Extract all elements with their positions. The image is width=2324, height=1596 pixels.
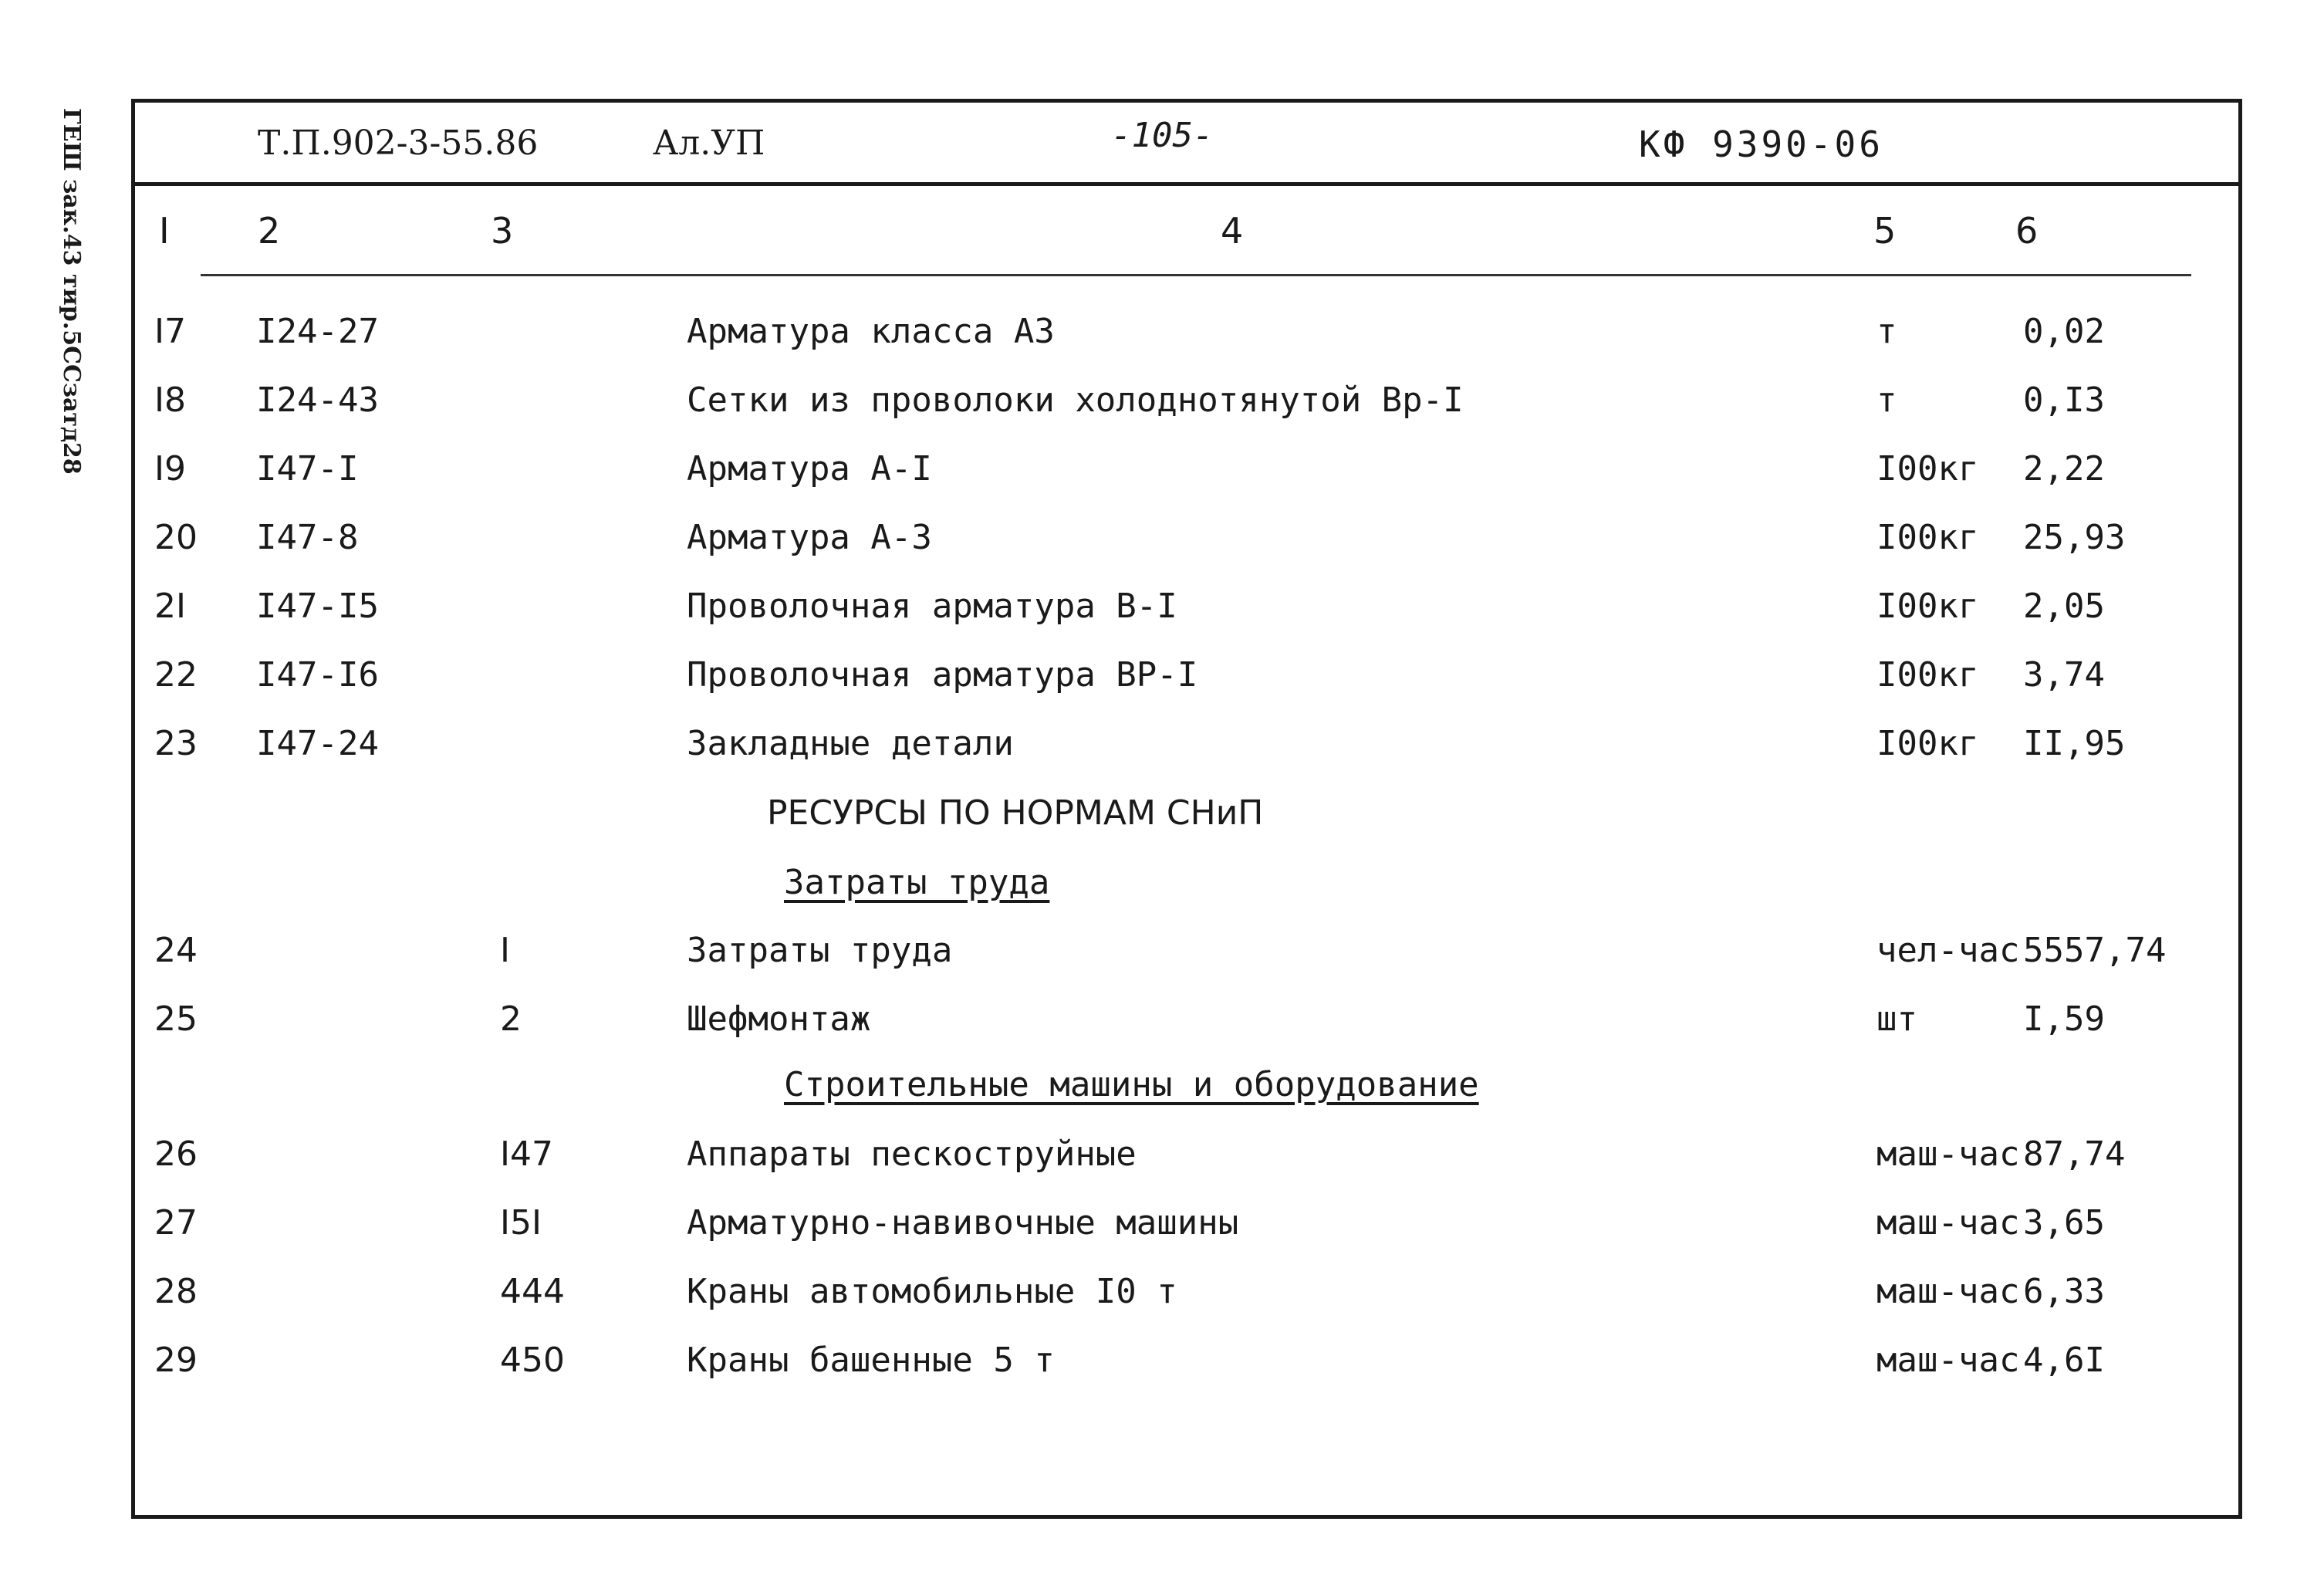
row-code: I47-I6 (256, 655, 379, 695)
row-code: I47-I5 (256, 587, 379, 626)
row-number: 22 (154, 655, 198, 695)
album-label: Ал.УП (653, 123, 765, 163)
side-stamp (54, 108, 93, 509)
row-quantity: 3,65 (2023, 1203, 2105, 1243)
row-resource-code: 2 (500, 999, 522, 1039)
doc-ref: Т.П.902-3-55.86 (258, 123, 539, 163)
row-name: Арматура А-3 (687, 518, 932, 557)
col-header-5: 5 (1873, 210, 1897, 252)
row-code: I47-I (256, 449, 359, 489)
row-unit: шт (1876, 999, 1917, 1039)
row-name: Краны автомобильные I0 т (687, 1272, 1177, 1311)
row-unit: I00кг (1876, 724, 1979, 763)
row-name: Арматура класса А3 (687, 312, 1055, 351)
subsection-machines: Строительные машины и оборудование (784, 1065, 1479, 1104)
header-divider (131, 182, 2242, 186)
col-header-3: 3 (491, 210, 514, 252)
row-name: Проволочная арматура В-I (687, 587, 1177, 626)
row-unit: маш-час (1876, 1134, 2020, 1174)
row-unit: чел-час (1876, 931, 2020, 970)
column-header-rule (201, 274, 2191, 276)
row-name: Арматура А-I (687, 449, 932, 489)
row-quantity: I,59 (2023, 999, 2105, 1039)
row-quantity: 3,74 (2023, 655, 2105, 695)
row-number: 26 (154, 1134, 198, 1174)
row-name: Сетки из проволоки холоднотянутой Вр-I (687, 380, 1464, 420)
row-name: Шефмонтаж (687, 999, 871, 1039)
row-number: 29 (154, 1341, 198, 1380)
row-name: Проволочная арматура ВР-I (687, 655, 1198, 695)
row-resource-code: I5I (500, 1203, 542, 1243)
row-unit: маш-час (1876, 1341, 2020, 1380)
row-number: 24 (154, 931, 198, 970)
row-quantity: 6,33 (2023, 1272, 2105, 1311)
row-quantity: 0,02 (2023, 312, 2105, 351)
row-quantity: 2,05 (2023, 587, 2105, 626)
row-unit: I00кг (1876, 449, 1979, 489)
row-quantity: 25,93 (2023, 518, 2126, 557)
row-number: 28 (154, 1272, 198, 1311)
row-number: I8 (154, 380, 186, 420)
row-code: I24-27 (256, 312, 379, 351)
row-unit: т (1876, 312, 1897, 351)
row-resource-code: I47 (500, 1134, 553, 1174)
row-code: I24-43 (256, 380, 379, 420)
row-quantity: 4,6I (2023, 1341, 2105, 1380)
row-quantity: 87,74 (2023, 1134, 2126, 1174)
row-unit: маш-час (1876, 1203, 2020, 1243)
row-number: 20 (154, 518, 198, 557)
row-number: 27 (154, 1203, 198, 1243)
row-name: Закладные детали (687, 724, 1014, 763)
row-unit: т (1876, 380, 1897, 420)
row-number: 25 (154, 999, 198, 1039)
row-quantity: II,95 (2023, 724, 2126, 763)
row-name: Краны башенные 5 т (687, 1341, 1055, 1380)
row-unit: I00кг (1876, 587, 1979, 626)
document-code: КФ 9390-06 (1639, 123, 1883, 165)
row-quantity: 2,22 (2023, 449, 2105, 489)
row-resource-code: I (500, 931, 510, 970)
row-number: I7 (154, 312, 186, 351)
row-unit: I00кг (1876, 518, 1979, 557)
row-name: Арматурно-навивочные машины (687, 1203, 1239, 1243)
col-header-2: 2 (258, 210, 281, 252)
col-header-6: 6 (2015, 210, 2039, 252)
row-name: Затраты труда (687, 931, 953, 970)
row-code: I47-24 (256, 724, 379, 763)
row-unit: маш-час (1876, 1272, 2020, 1311)
col-header-1: I (159, 210, 170, 252)
col-header-4: 4 (1221, 210, 1244, 252)
page-number: -105- (1111, 116, 1214, 155)
row-unit: I00кг (1876, 655, 1979, 695)
row-number: 2I (154, 587, 186, 626)
row-number: 23 (154, 724, 198, 763)
side-stamp-text: ГЕШ зак.43 тир.5ССзатд28 (58, 108, 85, 475)
row-quantity: 0,I3 (2023, 380, 2105, 420)
row-resource-code: 450 (500, 1341, 565, 1380)
subsection-labor: Затраты труда (784, 863, 1050, 902)
section-title: РЕСУРСЫ ПО НОРМАМ СНиП (767, 793, 1264, 833)
row-name: Аппараты пескоструйные (687, 1134, 1137, 1174)
row-number: I9 (154, 449, 186, 489)
row-quantity: 5557,74 (2023, 931, 2167, 970)
row-resource-code: 444 (500, 1272, 565, 1311)
row-code: I47-8 (256, 518, 359, 557)
